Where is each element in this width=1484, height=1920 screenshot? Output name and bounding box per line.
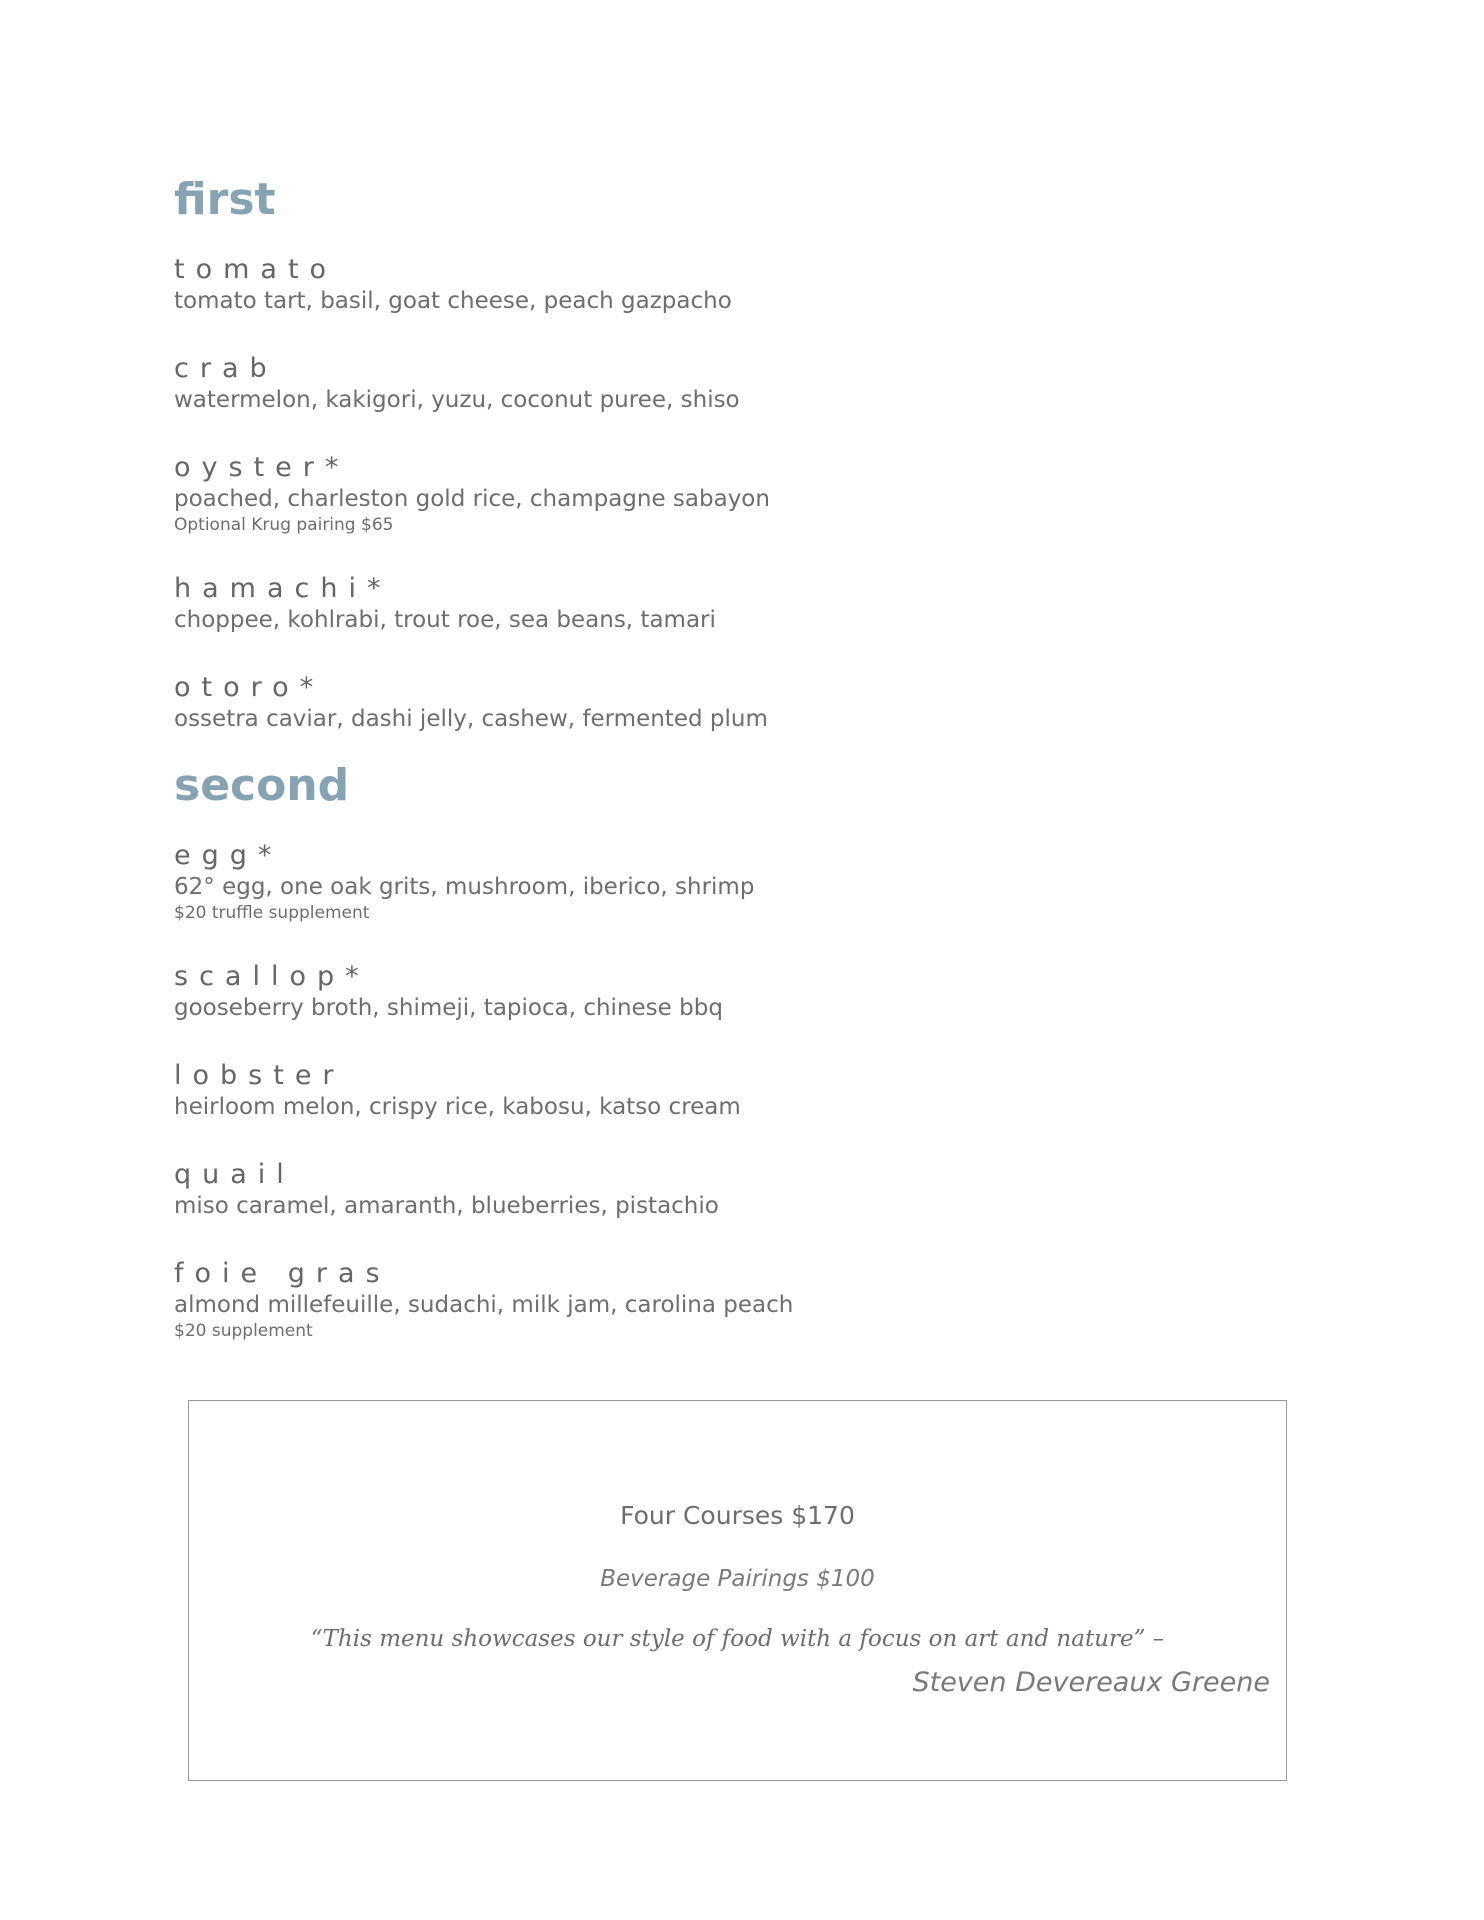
dish-item <box>174 1258 1074 1342</box>
dish-description: tomato tart, basil, goat cheese, peach gazpacho <box>174 288 732 314</box>
menu-list <box>174 170 1074 1342</box>
dish-item <box>174 961 1074 1023</box>
dish-name: oyster* <box>174 452 350 483</box>
dish-item <box>174 254 1074 316</box>
pairings-price: Beverage Pairings $100 <box>600 1566 875 1592</box>
dish-item <box>174 1159 1074 1221</box>
dish-note: $20 truffle supplement <box>174 903 370 923</box>
dish-description: watermelon, kakigori, yuzu, coconut puree, shiso <box>174 387 740 413</box>
dish-name: hamachi* <box>174 573 392 604</box>
pricing-box <box>188 1400 1287 1781</box>
dish-description: gooseberry broth, shimeji, tapioca, chinese bbq <box>174 995 723 1021</box>
dish-name: tomato <box>174 254 338 285</box>
dish-name: scallop* <box>174 961 370 992</box>
section-title-first: first <box>174 174 276 225</box>
courses-price: Four Courses $170 <box>620 1501 855 1530</box>
dish-note: $20 supplement <box>174 1321 313 1341</box>
dish-note: Optional Krug pairing $65 <box>174 515 394 535</box>
dish-description: ossetra caviar, dashi jelly, cashew, fermented plum <box>174 706 768 732</box>
dish-description: miso caramel, amaranth, blueberries, pistachio <box>174 1193 719 1219</box>
dish-description: choppee, kohlrabi, trout roe, sea beans, tamari <box>174 607 716 633</box>
dish-name: otoro* <box>174 672 325 703</box>
dish-description: poached, charleston gold rice, champagne sabayon <box>174 486 770 512</box>
dish-description: heirloom melon, crispy rice, kabosu, katso cream <box>174 1094 741 1120</box>
quote-author: Steven Devereaux Greene <box>912 1667 1270 1698</box>
dish-item <box>174 672 1074 734</box>
dish-name: quail <box>174 1159 295 1190</box>
dish-name: lobster <box>174 1060 345 1091</box>
dish-name: crab <box>174 353 278 384</box>
chef-quote: “This menu showcases our style of food with a focus on art and nature” – <box>310 1626 1165 1652</box>
dish-name: egg* <box>174 840 283 871</box>
dish-item <box>174 1060 1074 1122</box>
dish-name: foie gras <box>174 1258 391 1289</box>
dish-item <box>174 573 1074 635</box>
dish-description: almond millefeuille, sudachi, milk jam, carolina peach <box>174 1292 794 1318</box>
dish-item <box>174 353 1074 415</box>
dish-item <box>174 452 1074 536</box>
dish-item <box>174 840 1074 924</box>
section-title-second: second <box>174 760 350 811</box>
dish-description: 62° egg, one oak grits, mushroom, iberico, shrimp <box>174 874 755 900</box>
